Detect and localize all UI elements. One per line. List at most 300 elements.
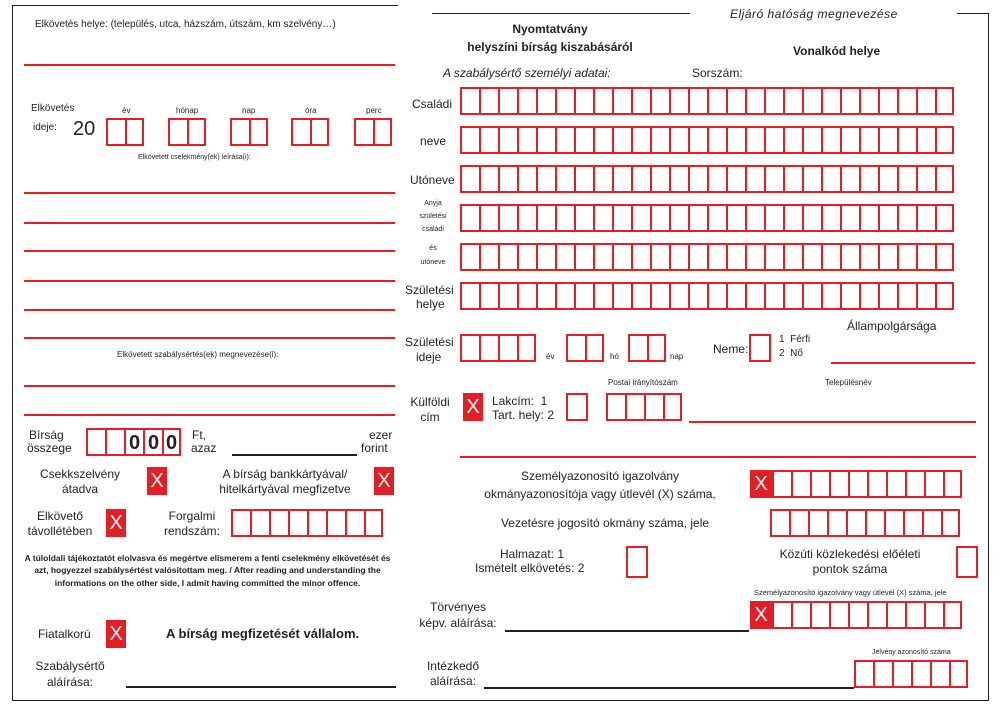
char-box[interactable]	[498, 87, 517, 115]
char-box[interactable]	[631, 243, 650, 271]
fine-in-words-label: azaz	[191, 441, 217, 455]
char-box[interactable]	[829, 601, 848, 629]
fine-in-words-line[interactable]	[232, 454, 357, 456]
offense-time-label-2: ideje:	[33, 122, 57, 133]
char-box[interactable]	[878, 87, 897, 115]
birthplace-label-1: Születési	[405, 283, 454, 297]
form-title-line1: Nyomtatvány	[512, 22, 588, 36]
merger-box[interactable]	[626, 546, 648, 578]
char-box[interactable]	[479, 204, 498, 232]
char-box[interactable]	[859, 243, 878, 271]
char-box[interactable]	[802, 165, 821, 193]
address-line[interactable]	[460, 456, 976, 458]
char-box[interactable]	[555, 282, 574, 310]
char-box[interactable]	[791, 470, 810, 498]
char-box[interactable]	[726, 87, 745, 115]
char-box[interactable]	[498, 165, 517, 193]
char-box[interactable]	[916, 126, 935, 154]
char-box[interactable]	[574, 126, 593, 154]
merger-label-1: Halmazat: 1	[500, 547, 565, 561]
char-box[interactable]	[726, 165, 745, 193]
char-box[interactable]	[930, 660, 949, 688]
char-box[interactable]	[593, 282, 612, 310]
given-name-label: Utóneve	[410, 173, 455, 187]
char-box[interactable]	[821, 165, 840, 193]
residence-type-label-1: Lakcím: 1	[492, 394, 548, 408]
offense-name-label: Elkövetett szabálysértés(ek) megnevezése(i):	[117, 350, 279, 359]
birth-month-unit: hó	[610, 352, 619, 361]
char-box[interactable]	[764, 126, 783, 154]
rep-id-boxes[interactable]	[750, 601, 962, 629]
char-box[interactable]	[536, 282, 555, 310]
birth-month-boxes[interactable]	[566, 334, 604, 362]
month-boxes[interactable]	[168, 118, 206, 146]
cheque-checkbox[interactable]: X	[147, 467, 167, 495]
legal-rep-signature-line[interactable]	[505, 630, 749, 632]
card-checkbox[interactable]: X	[374, 467, 394, 495]
officer-signature-line[interactable]	[484, 687, 854, 689]
char-box[interactable]	[846, 509, 865, 537]
char-box[interactable]	[878, 204, 897, 232]
char-box[interactable]	[707, 243, 726, 271]
char-box[interactable]	[943, 470, 962, 498]
char-box[interactable]	[612, 165, 631, 193]
fine-digit-1: 0	[124, 428, 143, 456]
char-box[interactable]	[536, 204, 555, 232]
badge-number-boxes[interactable]	[854, 660, 968, 688]
acts-line-6[interactable]	[24, 337, 395, 339]
char-box[interactable]	[460, 126, 479, 154]
char-box[interactable]	[726, 126, 745, 154]
char-box[interactable]	[574, 243, 593, 271]
char-box[interactable]	[873, 660, 892, 688]
char-box[interactable]	[935, 282, 954, 310]
char-box[interactable]	[772, 470, 791, 498]
char-box[interactable]	[631, 204, 650, 232]
char-box[interactable]	[764, 87, 783, 115]
form-frame-right	[988, 13, 989, 700]
char-box[interactable]	[859, 165, 878, 193]
personal-data-label: A szabálysértő személyi adatai:	[443, 66, 611, 80]
given-name-boxes[interactable]	[460, 165, 954, 193]
birth-day-unit: nap	[670, 352, 684, 361]
char-box[interactable]	[867, 601, 886, 629]
char-box[interactable]	[574, 282, 593, 310]
char-box[interactable]	[783, 243, 802, 271]
char-box[interactable]	[764, 282, 783, 310]
char-box[interactable]	[745, 204, 764, 232]
char-box[interactable]	[783, 87, 802, 115]
char-box[interactable]	[802, 204, 821, 232]
char-box[interactable]	[612, 204, 631, 232]
char-box[interactable]	[859, 126, 878, 154]
char-box[interactable]	[892, 660, 911, 688]
char-box[interactable]	[460, 87, 479, 115]
traffic-points-box[interactable]	[956, 546, 978, 578]
traffic-points-label-2: pontok száma	[812, 562, 888, 576]
char-box[interactable]	[460, 243, 479, 271]
char-box[interactable]	[886, 470, 905, 498]
form-frame-left	[12, 5, 13, 700]
char-box[interactable]	[650, 204, 669, 232]
char-box[interactable]	[897, 204, 916, 232]
char-box[interactable]	[517, 243, 536, 271]
char-box[interactable]	[916, 243, 935, 271]
char-box[interactable]	[650, 165, 669, 193]
fine-amount-label-2: összege	[27, 441, 72, 455]
char-box[interactable]	[707, 165, 726, 193]
char-box[interactable]	[574, 165, 593, 193]
unit-hour-label: óra	[305, 106, 317, 115]
license-boxes[interactable]	[770, 509, 960, 537]
char-box[interactable]	[612, 282, 631, 310]
sex-male-label: 1 Férfi	[779, 334, 811, 345]
char-box[interactable]	[821, 204, 840, 232]
char-box[interactable]	[669, 126, 688, 154]
juvenile-checkbox[interactable]: X	[106, 620, 126, 648]
year-boxes[interactable]	[106, 118, 144, 146]
offense-place-line-1[interactable]	[24, 64, 395, 66]
forint-label: forint	[361, 441, 388, 455]
char-box[interactable]	[810, 470, 829, 498]
char-box[interactable]	[593, 87, 612, 115]
char-box[interactable]	[878, 243, 897, 271]
char-box[interactable]	[859, 282, 878, 310]
char-box[interactable]	[669, 87, 688, 115]
char-box[interactable]	[770, 509, 789, 537]
char-box[interactable]	[897, 165, 916, 193]
char-box[interactable]	[764, 165, 783, 193]
badge-number-label: Jelvény azonosító száma	[872, 649, 951, 656]
char-box[interactable]	[783, 165, 802, 193]
char-box[interactable]	[897, 243, 916, 271]
legal-rep-label-2: képv. aláírása:	[419, 616, 497, 630]
form-frame-bottom	[12, 700, 989, 701]
char-box[interactable]	[517, 204, 536, 232]
char-box[interactable]	[536, 87, 555, 115]
char-box[interactable]	[935, 126, 954, 154]
char-box[interactable]	[726, 204, 745, 232]
char-box[interactable]	[574, 204, 593, 232]
merger-label-2: Ismételt elkövetés: 2	[475, 561, 585, 575]
char-box[interactable]	[669, 165, 688, 193]
card-label-2: hitelkártyával megfizetve	[219, 482, 351, 496]
residence-type-box[interactable]	[566, 393, 588, 421]
char-box[interactable]	[848, 470, 867, 498]
thousand-label: ezer	[369, 428, 393, 442]
day-boxes[interactable]	[230, 118, 268, 146]
unit-minute-label: perc	[366, 106, 382, 115]
char-box[interactable]	[840, 204, 859, 232]
char-box[interactable]	[631, 165, 650, 193]
traffic-points-label-1: Közúti közlekedési előéleti	[779, 547, 921, 561]
char-box[interactable]	[498, 282, 517, 310]
char-box[interactable]	[859, 204, 878, 232]
char-box[interactable]	[574, 87, 593, 115]
char-box[interactable]	[783, 204, 802, 232]
char-box[interactable]	[555, 243, 574, 271]
char-box[interactable]	[764, 243, 783, 271]
acts-line-2[interactable]	[24, 222, 395, 224]
char-box[interactable]	[916, 204, 935, 232]
absent-label-1: Elkövető	[36, 509, 84, 523]
char-box[interactable]	[688, 126, 707, 154]
sex-box[interactable]	[749, 334, 771, 362]
char-box[interactable]	[745, 243, 764, 271]
char-box[interactable]	[593, 126, 612, 154]
acts-description-label: Elkövetett cselekmény(ek) leírása(i):	[138, 154, 251, 161]
char-box[interactable]	[479, 243, 498, 271]
char-box[interactable]	[612, 87, 631, 115]
char-box[interactable]	[688, 282, 707, 310]
mother-name-boxes-2[interactable]	[460, 243, 954, 271]
char-box[interactable]	[536, 243, 555, 271]
char-box[interactable]	[821, 243, 840, 271]
char-box[interactable]	[650, 126, 669, 154]
char-box[interactable]	[517, 126, 536, 154]
char-box[interactable]	[897, 87, 916, 115]
char-box[interactable]	[555, 204, 574, 232]
birthdate-label-1: Születési	[405, 335, 454, 349]
char-box[interactable]	[922, 509, 941, 537]
char-box[interactable]	[707, 282, 726, 310]
char-box[interactable]	[821, 126, 840, 154]
char-box[interactable]	[821, 87, 840, 115]
offender-signature-label-2: aláírása:	[46, 675, 94, 689]
char-box[interactable]	[669, 204, 688, 232]
mother-name-label-1: Anyja	[424, 200, 442, 207]
id-doc-boxes[interactable]	[750, 470, 962, 498]
citizenship-line[interactable]	[831, 362, 975, 364]
char-box[interactable]	[650, 87, 669, 115]
char-box[interactable]	[941, 509, 960, 537]
char-box[interactable]	[859, 87, 878, 115]
authority-name-label: Eljáró hatóság megnevezése	[730, 7, 898, 21]
city-line[interactable]	[689, 421, 976, 423]
char-box[interactable]	[764, 204, 783, 232]
birth-year-unit: év	[546, 352, 555, 361]
char-box[interactable]	[536, 165, 555, 193]
foreign-address-checkbox[interactable]: X	[463, 393, 483, 421]
char-box[interactable]	[479, 282, 498, 310]
absent-label-2: távollétében	[27, 524, 93, 538]
char-box[interactable]	[916, 165, 935, 193]
mother-name-label-3: családi	[422, 226, 444, 233]
birth-day-boxes[interactable]	[628, 334, 666, 362]
char-box[interactable]	[460, 165, 479, 193]
char-box[interactable]	[517, 87, 536, 115]
char-box[interactable]	[707, 126, 726, 154]
char-box[interactable]	[745, 87, 764, 115]
char-box[interactable]	[865, 509, 884, 537]
char-box[interactable]	[935, 204, 954, 232]
char-box[interactable]	[650, 243, 669, 271]
char-box[interactable]	[810, 601, 829, 629]
char-box[interactable]	[688, 87, 707, 115]
offender-signature-line[interactable]	[126, 686, 396, 688]
char-box[interactable]	[884, 509, 903, 537]
char-box[interactable]	[935, 165, 954, 193]
family-name-label-2: neve	[420, 134, 447, 148]
char-box[interactable]	[555, 126, 574, 154]
char-box[interactable]	[878, 165, 897, 193]
id-doc-label-1: Személyazonosító igazolvány	[520, 469, 680, 483]
absent-checkbox[interactable]: X	[106, 509, 126, 537]
cheque-label-1: Csekkszelvény	[39, 467, 121, 481]
char-box[interactable]	[593, 165, 612, 193]
mother-name-boxes-1[interactable]	[460, 204, 954, 232]
char-box[interactable]	[840, 165, 859, 193]
minute-boxes[interactable]	[354, 118, 392, 146]
char-box[interactable]	[593, 204, 612, 232]
offense-time-label-1: Elkövetés	[31, 103, 75, 114]
sex-female-label: 2 Nő	[779, 348, 803, 359]
char-box[interactable]	[911, 660, 930, 688]
plate-boxes[interactable]	[231, 509, 383, 537]
char-box[interactable]	[791, 601, 810, 629]
family-name-label-1: Családi	[412, 97, 453, 111]
char-box[interactable]	[688, 243, 707, 271]
char-box[interactable]	[924, 601, 943, 629]
char-box[interactable]	[802, 87, 821, 115]
char-box[interactable]	[650, 282, 669, 310]
char-box[interactable]	[631, 126, 650, 154]
char-box[interactable]	[916, 87, 935, 115]
offender-signature-label-1: Szabálysértő	[35, 659, 105, 673]
char-box[interactable]	[943, 601, 962, 629]
cheque-label-2: átadva	[61, 482, 99, 496]
sex-label: Neme:	[713, 342, 749, 356]
char-box[interactable]	[460, 204, 479, 232]
char-box[interactable]	[789, 509, 808, 537]
char-box[interactable]	[783, 126, 802, 154]
mother-name-label-4: és	[429, 245, 437, 252]
char-box[interactable]	[840, 282, 859, 310]
foreign-address-label-2: cím	[420, 410, 440, 424]
birthdate-label-2: ideje	[416, 350, 442, 364]
mother-name-label-5: utóneve	[420, 259, 446, 266]
mother-name-label-2: születési	[419, 213, 447, 220]
plate-label-2: rendszám:	[163, 524, 221, 538]
char-box[interactable]	[772, 601, 791, 629]
char-box[interactable]	[498, 126, 517, 154]
char-box[interactable]	[848, 601, 867, 629]
offense-name-line-1[interactable]	[24, 385, 395, 387]
postcode-label: Postai irányítószám	[608, 378, 678, 387]
char-box[interactable]	[840, 243, 859, 271]
char-box[interactable]	[802, 282, 821, 310]
char-box[interactable]	[903, 509, 922, 537]
form-title-line2: helyszíni bírság kiszabásáról	[467, 40, 633, 54]
fine-amount-boxes[interactable]	[86, 428, 181, 456]
char-box[interactable]	[878, 282, 897, 310]
char-box[interactable]	[745, 126, 764, 154]
char-box[interactable]	[745, 282, 764, 310]
foreign-address-label-1: Külföldi	[410, 395, 450, 409]
birth-year-boxes[interactable]	[460, 334, 536, 362]
char-box[interactable]	[924, 470, 943, 498]
char-box[interactable]	[479, 165, 498, 193]
unit-day-label: nap	[242, 106, 256, 115]
char-box[interactable]	[745, 165, 764, 193]
char-box[interactable]	[897, 126, 916, 154]
char-box[interactable]	[498, 204, 517, 232]
char-box[interactable]	[631, 282, 650, 310]
char-box[interactable]	[808, 509, 827, 537]
char-box[interactable]	[726, 243, 745, 271]
hour-boxes[interactable]	[291, 118, 329, 146]
char-box[interactable]	[669, 282, 688, 310]
char-box[interactable]	[479, 87, 498, 115]
juvenile-label: Fiatalkorú	[38, 627, 91, 641]
char-box[interactable]	[479, 126, 498, 154]
birthplace-boxes[interactable]	[460, 282, 954, 310]
char-box[interactable]	[802, 126, 821, 154]
char-box[interactable]	[802, 243, 821, 271]
char-box[interactable]	[949, 660, 968, 688]
char-box[interactable]	[827, 509, 846, 537]
char-box[interactable]	[905, 601, 924, 629]
char-box[interactable]	[854, 660, 873, 688]
unit-month-label: hónap	[176, 106, 199, 115]
char-box[interactable]	[688, 204, 707, 232]
char-box[interactable]	[612, 243, 631, 271]
char-box[interactable]	[829, 470, 848, 498]
char-box[interactable]	[905, 470, 924, 498]
char-box[interactable]	[886, 601, 905, 629]
fine-amount-label-1: Bírság	[29, 428, 64, 442]
char-box[interactable]	[517, 165, 536, 193]
char-box[interactable]	[897, 282, 916, 310]
char-box[interactable]	[536, 126, 555, 154]
char-box[interactable]	[688, 165, 707, 193]
char-box[interactable]	[631, 87, 650, 115]
char-box[interactable]	[460, 282, 479, 310]
char-box[interactable]	[707, 87, 726, 115]
acts-line-4[interactable]	[24, 280, 395, 282]
serial-number-label: Sorszám:	[692, 66, 743, 80]
char-box[interactable]	[593, 243, 612, 271]
card-label-1: A bírság bankkártyával/	[222, 467, 348, 481]
char-box[interactable]	[726, 282, 745, 310]
char-box[interactable]	[867, 470, 886, 498]
char-box[interactable]	[840, 87, 859, 115]
char-box[interactable]	[878, 126, 897, 154]
rep-id-x-box: X	[750, 601, 772, 629]
acts-line-3[interactable]	[24, 250, 395, 252]
family-name-boxes-1[interactable]	[460, 87, 954, 115]
city-name-label: Településnév	[825, 378, 872, 387]
acts-line-5[interactable]	[24, 309, 395, 311]
char-box[interactable]	[707, 204, 726, 232]
char-box[interactable]	[916, 282, 935, 310]
char-box[interactable]	[821, 282, 840, 310]
family-name-boxes-2[interactable]	[460, 126, 954, 154]
acts-line-1[interactable]	[24, 192, 395, 194]
char-box[interactable]	[555, 87, 574, 115]
char-box[interactable]	[555, 165, 574, 193]
postcode-boxes[interactable]	[606, 393, 682, 421]
char-box[interactable]	[498, 243, 517, 271]
char-box[interactable]	[935, 243, 954, 271]
char-box[interactable]	[840, 126, 859, 154]
char-box[interactable]	[783, 282, 802, 310]
char-box[interactable]	[935, 87, 954, 115]
char-box[interactable]	[517, 282, 536, 310]
char-box[interactable]	[612, 126, 631, 154]
offense-name-line-2[interactable]	[24, 414, 395, 416]
char-box[interactable]	[669, 243, 688, 271]
